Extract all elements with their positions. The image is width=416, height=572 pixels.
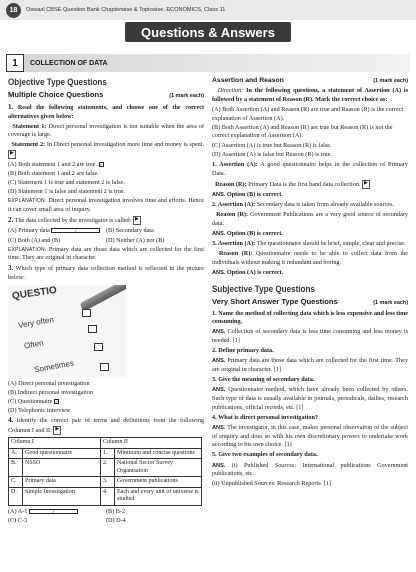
checkbox-icon (88, 325, 97, 333)
vsa3-question: 3. Give the meaning of secondary data. (212, 376, 315, 384)
video-icon: ▶ (133, 216, 141, 225)
banner-wrap (0, 22, 416, 48)
q3-option-d: (D) Telephonic interview (8, 407, 71, 414)
vsa5-question: 5. Give two examples of secondary data. (212, 451, 318, 459)
ar1-answer: ANS. Option (B) is correct. (212, 190, 283, 198)
q4-option-a: (A) A-1 ✓ (8, 508, 106, 517)
checkbox-icon (94, 343, 103, 351)
vsa2-answer: ANS. Primary data are those data which are collected for the first time. They are original in character. [1] (212, 357, 408, 374)
ar-heading (212, 76, 408, 85)
ar3-reason: Reason (R): Questionnaire needs to be able to collect data from the individuals without making it redundant and boring. (212, 250, 409, 267)
questionnaire-photo (8, 285, 126, 377)
col1-header: Column I (9, 438, 101, 449)
col2-header: Column II (101, 438, 202, 449)
vsa-heading (212, 297, 408, 307)
q1-statement1: Statement 1: Direct personal investigation is not suitable when the area of coverage is large. (8, 122, 204, 139)
running-header (0, 0, 416, 20)
left-column (8, 76, 204, 526)
q1-stem: 1. Read the following statements, and choose one of the correct alternatives given below: (8, 102, 204, 120)
q2-option-a: (A) Primary data ✓ (8, 227, 106, 236)
unit-bar (6, 54, 410, 72)
ar-option-b: (B) Both Assertion (A) and Reason (R) are true but Reason (R) is not the correct explanation of Assertion (A). (212, 123, 393, 140)
ar3-assertion: 3. Assertion (A): The questionnaire should be brief, simple, clear and precise. (212, 240, 406, 248)
q1-explanation: EXPLANATION: Direct personal investigation involves time and efforts. Hence it can cover small area of inquiry. (8, 197, 205, 214)
photo-word: QUESTIO (11, 284, 58, 302)
q2-option-b: (B) Secondary data (106, 227, 154, 235)
mcq-marks: (1 mark each) (169, 93, 204, 100)
subjective-title: Subjective Type Questions (212, 283, 315, 294)
section-banner: Questions & Answers (125, 22, 291, 42)
q1-option-c: (C) Statement 1 is true and statement 2 is false. (8, 179, 125, 187)
unit-title: COLLECTION OF DATA (30, 59, 108, 67)
vsa1-answer: ANS. Collection of secondary data is less time consuming and less money is needed. [1] (212, 328, 409, 345)
photo-word: Often (23, 337, 45, 351)
q2-options-row1 (8, 227, 204, 236)
photo-word: Very often (17, 314, 55, 330)
vsa1-question: 1. Name the method of collecting data which is less expensive and less time consuming. (212, 309, 408, 326)
ar1-reason: Reason (R): Primary Data is the first hand data collection. ▶ (215, 180, 368, 188)
q4-option-d: (D) D-4 (106, 516, 126, 524)
table-row: A. Good questionnaire 1. Minimum and concise questions (9, 448, 202, 459)
ar2-assertion: 2. Assertion (A): Secondary data is taken from already available sources. (212, 201, 395, 209)
q1-statement2: Statement 2: In Direct personal investigation more time and money is spent. ▶ (8, 141, 204, 159)
video-icon: ▶ (53, 426, 61, 435)
q4-stem: 4. Identify the correct pair of terms and definitions from the following Columns I and II: ▶ (8, 416, 205, 434)
q2-option-d: (D) Neither (A) nor (B) (106, 236, 165, 244)
ar-direction: Direction: In the following questions, a statement of Assertion (A) is followed by a statement of Reason (R). Mark the correct choice as: (212, 87, 409, 103)
check-icon: ✓ (29, 509, 78, 514)
checkbox-icon (100, 363, 109, 371)
ar1-assertion: 1. Assertion (A): A good questionnaire helps in the collection of Primary Data. (212, 161, 408, 177)
check-icon: ✓ (55, 398, 59, 404)
ar3-answer: ANS. Option (A) is correct. (212, 269, 284, 277)
ar-option-d: (D) Assertion (A) is false but Reason (R) is true. (212, 150, 332, 158)
vsa-marks: (1 mark each) (373, 300, 408, 307)
check-icon: ✓ (51, 228, 100, 233)
vsa4-answer: ANS. The investigator, in this case, makes personal observation of the subject of enquiry and does so with his own discretionary powers to undertake work according to his own choice. [1] (212, 424, 409, 449)
vsa3-answer: ANS. Questionnaire method, which have already been collected by others. Such type of data is usually available in journals, periodicals, dailies, research publications, official records, etc. [1] (212, 386, 408, 411)
match-table (8, 437, 202, 506)
q4-options-row2 (8, 517, 204, 526)
q2-option-c: (C) Both (A) and (B) (8, 236, 61, 244)
page-number: 18 (6, 3, 21, 18)
ar-option-a: (A) Both Assertion (A) and Reason (R) are true and Reason (R) is the correct explanation of Assertion (A). (212, 106, 404, 122)
objective-title: Objective Type Questions (8, 77, 107, 87)
ar2-answer: ANS. Option (B) is correct. (212, 230, 283, 238)
q3-stem: 3. Which type of primary data collection method is reflected in the picture below: (8, 264, 204, 282)
q2-explanation: EXPLANATION: Primary data are those data which are collected for the first time. They are original in character. (8, 245, 205, 262)
ar-title: Assertion and Reason (212, 77, 284, 84)
q4-option-c: (C) C-3 (8, 516, 28, 524)
ar2-reason: Reason (R): Government Publications are a very good source of secondary data. (212, 211, 409, 227)
q4-options-row1 (8, 508, 204, 517)
vsa-title: Very Short Answer Type Questions (212, 297, 338, 307)
table-row: B. NSSO 2. National Sector Survey Organisation (9, 459, 202, 477)
q1-option-a: (A) Both statement 1 and 2 are true. ✓ (8, 160, 103, 168)
table-header-row (9, 438, 202, 449)
vsa2-question: 2. Define primary data. (212, 347, 274, 355)
ar-option-c: (C) Assertion (A) is true but Reason (R) is false. (212, 141, 332, 149)
pen-icon (79, 285, 126, 312)
q2-stem: 2. The data collected by the investigator is called: ▶ (8, 216, 139, 225)
q1-option-d: (D) Statement 1 is false and statement 2 is true. (8, 188, 126, 196)
check-icon: ✓ (99, 161, 103, 167)
photo-word: Sometimes (33, 358, 75, 374)
running-head: Oswaal CBSE Question Bank Chapterwise & Topicwise, ECONOMICS, Class 11 (26, 7, 226, 13)
q1-option-b: (B) Both statement 1 and 2 are false. (8, 170, 99, 178)
table-row: D. Simple Investigation 4. Each and every unit of universe is studied (9, 487, 202, 505)
ar-marks: (1 mark each) (373, 78, 408, 84)
video-icon: ▶ (8, 150, 16, 159)
vsa4-question: 4. What is direct personal investigation? (212, 413, 318, 421)
checkbox-icon (82, 309, 91, 317)
q3-option-b: (B) Indirect personal investigation (8, 388, 94, 396)
q2-options-row2 (8, 237, 204, 246)
vsa5-answer: ANS. (i) Published Sources: International publications Government publications, etc. (212, 461, 409, 478)
video-icon: ▶ (362, 180, 370, 189)
table-row: C. Primary data 3. Government publications (9, 477, 202, 488)
vsa5-answer-2: (ii) Unpublished Sources: Research Reports. [1] (212, 480, 331, 488)
mcq-heading (8, 90, 204, 100)
q3-option-a: (A) Direct personal investigation (8, 379, 90, 387)
right-column (212, 76, 408, 491)
q4-option-b: (B) B-2 (106, 507, 126, 515)
unit-number: 1 (6, 54, 24, 72)
mcq-title: Multiple Choice Questions (8, 90, 104, 100)
q3-option-c: (C) Questionnaire ✓ (8, 397, 59, 405)
